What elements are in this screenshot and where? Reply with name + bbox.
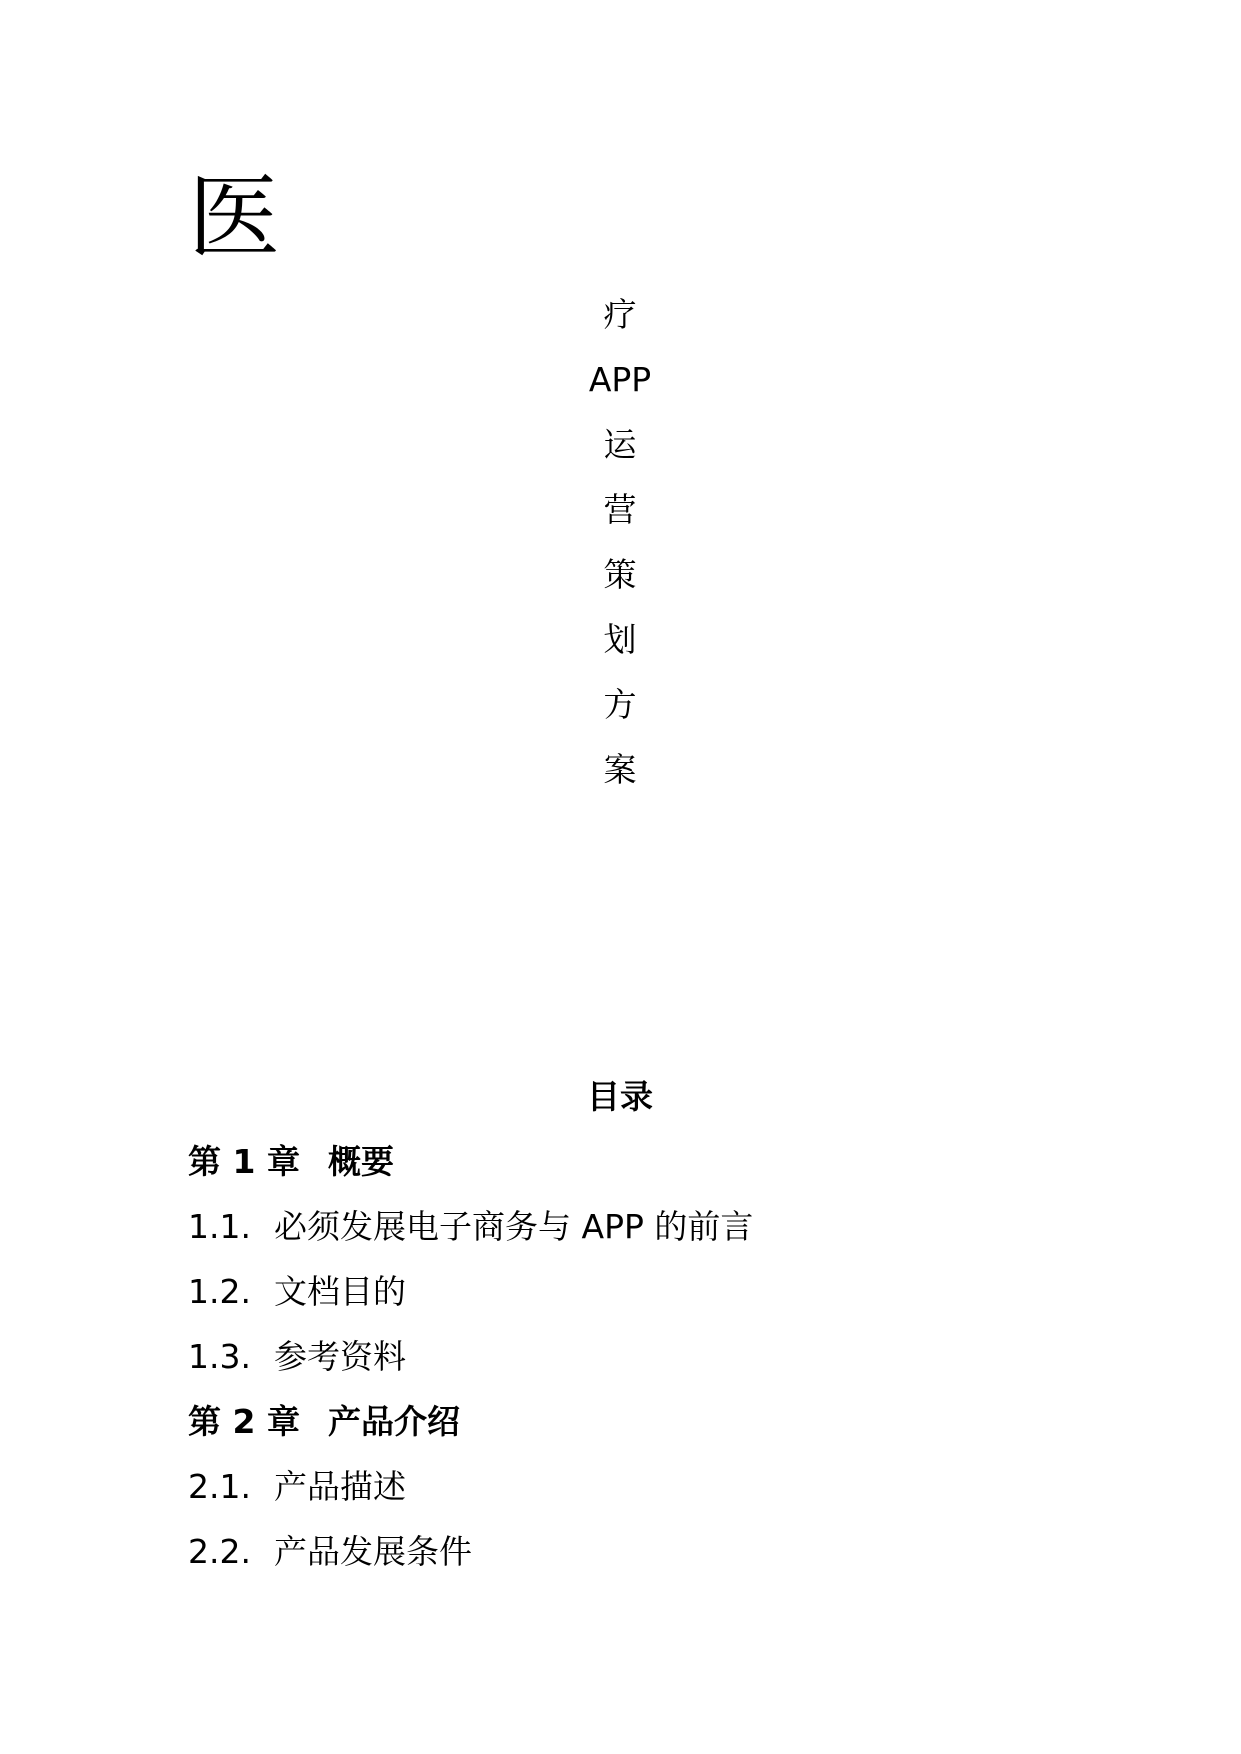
- toc-item-title: 文档目的: [274, 1272, 406, 1311]
- cover-title-line: 运: [603, 425, 637, 464]
- cover-title-line: 案: [603, 750, 637, 789]
- toc-item-title: 产品介绍: [327, 1402, 460, 1441]
- toc-item-title: 产品发展条件: [274, 1532, 472, 1571]
- toc-item-title: 产品描述: [274, 1467, 406, 1506]
- toc-section-1-1[interactable]: [188, 1202, 1088, 1267]
- toc-item-title: 概要: [327, 1142, 394, 1181]
- cover-large-character: 医: [188, 164, 281, 271]
- toc-heading: 目录: [587, 1077, 653, 1116]
- cover-title-line: 疗: [603, 295, 637, 334]
- toc-item-number: 2.2.: [188, 1532, 251, 1571]
- cover-title-line: 营: [603, 490, 637, 529]
- toc-item-number: 1.1.: [188, 1207, 251, 1246]
- toc-chapter-2[interactable]: [188, 1397, 1088, 1462]
- cover-title-line: 策: [603, 555, 637, 594]
- toc-section-2-1[interactable]: [188, 1462, 1088, 1527]
- toc-section-2-2[interactable]: [188, 1527, 1088, 1592]
- cover-title-line: 划: [603, 620, 637, 659]
- cover-title-line: 方: [603, 685, 637, 724]
- toc-item-number: 2.1.: [188, 1467, 251, 1506]
- table-of-contents: [188, 1137, 1088, 1592]
- cover-title-vertical: [520, 290, 720, 810]
- toc-item-title: 必须发展电子商务与 APP 的前言: [274, 1207, 754, 1246]
- toc-item-title: 参考资料: [274, 1337, 406, 1376]
- toc-item-number: 1.2.: [188, 1272, 251, 1311]
- cover-title-line: APP: [588, 360, 652, 399]
- toc-item-number: 1.3.: [188, 1337, 251, 1376]
- toc-item-number: 第 2 章: [188, 1402, 300, 1441]
- toc-chapter-1[interactable]: [188, 1137, 1088, 1202]
- toc-item-number: 第 1 章: [188, 1142, 300, 1181]
- toc-section-1-2[interactable]: [188, 1267, 1088, 1332]
- toc-section-1-3[interactable]: [188, 1332, 1088, 1397]
